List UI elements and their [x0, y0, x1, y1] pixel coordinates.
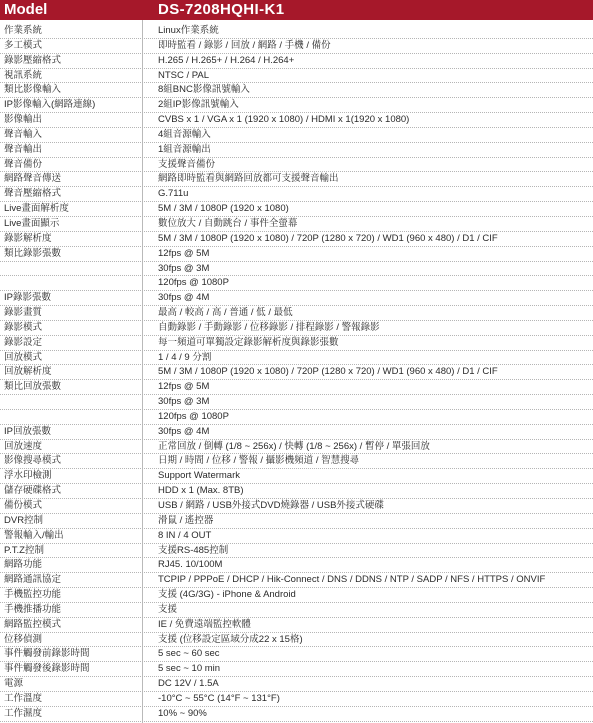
spec-value: H.265 / H.265+ / H.264 / H.264+ — [158, 54, 295, 66]
spec-value: 1 / 4 / 9 分割 — [158, 351, 212, 363]
spec-label: DVR控制 — [4, 514, 44, 526]
spec-label: 手機監控功能 — [4, 589, 62, 601]
spec-row — [0, 69, 593, 84]
spec-value: 8組BNC影像訊號輸入 — [158, 84, 250, 96]
spec-value: CVBS x 1 / VGA x 1 (1920 x 1080) / HDMI x 1(1920 x 1080) — [158, 114, 410, 126]
spec-value: 5M / 3M / 1080P (1920 x 1080) / 720P (1280 x 720) / WD1 (960 x 480) / D1 / CIF — [158, 232, 498, 244]
spec-label: 錄影解析度 — [4, 232, 52, 244]
spec-label: 電源 — [4, 678, 24, 690]
spec-row — [0, 380, 593, 395]
spec-value: G.711u — [158, 188, 189, 200]
spec-value: 8 IN / 4 OUT — [158, 529, 212, 541]
spec-label: 儲存硬碟格式 — [4, 485, 62, 497]
spec-row — [0, 618, 593, 633]
spec-label: Live畫面顯示 — [4, 217, 60, 229]
spec-label: 浮水印檢測 — [4, 470, 52, 482]
spec-row — [0, 573, 593, 588]
spec-value: 5 sec ~ 10 min — [158, 663, 221, 675]
spec-label: 回放速度 — [4, 440, 43, 452]
spec-label: 錄影壓縮格式 — [4, 54, 62, 66]
spec-label: 影像輸出 — [4, 114, 43, 126]
spec-row — [0, 247, 593, 262]
spec-row — [0, 440, 593, 455]
spec-row — [0, 410, 593, 425]
spec-label: 手機推播功能 — [4, 603, 62, 615]
spec-row — [0, 143, 593, 158]
spec-value: 支援聲音備份 — [158, 158, 216, 170]
spec-row — [0, 662, 593, 677]
spec-value: 5M / 3M / 1080P (1920 x 1080) — [158, 203, 289, 215]
spec-row — [0, 321, 593, 336]
spec-value: 2組IP影像訊號輸入 — [158, 99, 239, 111]
spec-row — [0, 544, 593, 559]
spec-value: 120fps @ 1080P — [158, 277, 229, 289]
spec-label: Live畫面解析度 — [4, 203, 69, 215]
spec-value: 網路即時監看與網路回放都可支援聲音輸出 — [158, 173, 339, 185]
spec-label: 回放模式 — [4, 351, 43, 363]
spec-value: 12fps @ 5M — [158, 247, 210, 259]
spec-value: 5 sec ~ 60 sec — [158, 648, 220, 660]
spec-row — [0, 232, 593, 247]
spec-row — [0, 187, 593, 202]
spec-label: 作業系統 — [4, 25, 43, 36]
spec-row — [0, 514, 593, 529]
spec-label: 網路通訊協定 — [4, 574, 62, 586]
spec-row — [0, 291, 593, 306]
spec-value: 30fps @ 4M — [158, 292, 210, 304]
spec-label: 類比回放張數 — [4, 381, 62, 393]
spec-label: 警報輸入/輸出 — [4, 529, 64, 541]
spec-header — [0, 0, 593, 20]
spec-value: 120fps @ 1080P — [158, 410, 229, 422]
spec-row — [0, 633, 593, 648]
spec-label: 工作濕度 — [4, 707, 43, 719]
spec-label: P.T.Z控制 — [4, 544, 44, 556]
spec-row — [0, 469, 593, 484]
spec-row — [0, 276, 593, 291]
spec-label: 回放解析度 — [4, 366, 52, 378]
spec-value: 正常回放 / 倒轉 (1/8 ~ 256x) / 快轉 (1/8 ~ 256x) / 暫停 / 單張回放 — [158, 440, 430, 452]
spec-value: 支援 (位移設定區域分成22 x 15格) — [158, 633, 303, 645]
spec-row — [0, 54, 593, 69]
spec-row — [0, 351, 593, 366]
spec-value: Support Watermark — [158, 470, 241, 482]
spec-label: 錄影設定 — [4, 336, 43, 348]
spec-label: IP回放張數 — [4, 425, 51, 437]
spec-value: 5M / 3M / 1080P (1920 x 1080) / 720P (1280 x 720) / WD1 (960 x 480) / D1 / CIF — [158, 366, 498, 378]
spec-value: HDD x 1 (Max. 8TB) — [158, 485, 244, 497]
spec-label: 備份模式 — [4, 500, 43, 511]
spec-value: 支援 — [158, 603, 178, 615]
spec-row — [0, 217, 593, 232]
spec-row — [0, 262, 593, 277]
model-label: Model — [4, 1, 48, 18]
spec-label: IP錄影張數 — [4, 292, 51, 304]
spec-value: 最高 / 較高 / 高 / 普通 / 低 / 最低 — [158, 307, 293, 319]
spec-value: Linux作業系統 — [158, 25, 219, 36]
spec-row — [0, 24, 593, 39]
spec-value: 30fps @ 3M — [158, 396, 210, 408]
spec-value: TCPIP / PPPoE / DHCP / Hik-Connect / DNS / DDNS / NTP / SADP / NFS / HTTPS / ONVIF — [158, 574, 546, 586]
spec-row — [0, 588, 593, 603]
spec-row — [0, 336, 593, 351]
spec-label: 網路功能 — [4, 559, 43, 571]
spec-label: 類比錄影張數 — [4, 247, 62, 259]
spec-table — [0, 24, 593, 722]
spec-row — [0, 603, 593, 618]
spec-row — [0, 484, 593, 499]
spec-label: 位移偵測 — [4, 633, 43, 645]
spec-label: 聲音壓縮格式 — [4, 188, 62, 200]
spec-row — [0, 113, 593, 128]
spec-label: 事件觸發後錄影時間 — [4, 663, 90, 675]
spec-label: 網路監控模式 — [4, 618, 62, 630]
spec-value: 30fps @ 4M — [158, 425, 210, 437]
spec-value: 10% ~ 90% — [158, 707, 207, 719]
spec-row — [0, 454, 593, 469]
spec-row — [0, 395, 593, 410]
spec-row — [0, 707, 593, 722]
spec-value: 4組音源輸入 — [158, 128, 211, 140]
spec-value: RJ45. 10/100M — [158, 559, 223, 571]
spec-value: 支援 (4G/3G) - iPhone & Android — [158, 589, 296, 601]
model-number: DS-7208HQHI-K1 — [158, 1, 285, 18]
spec-label: 錄影畫質 — [4, 307, 43, 319]
spec-row — [0, 677, 593, 692]
spec-label: 網路聲音傳送 — [4, 173, 62, 185]
spec-value: NTSC / PAL — [158, 69, 210, 81]
spec-label: 工作溫度 — [4, 692, 43, 704]
spec-value: 日期 / 時間 / 位移 / 警報 / 攝影機頻道 / 智慧搜尋 — [158, 455, 360, 467]
spec-row — [0, 128, 593, 143]
spec-row — [0, 158, 593, 173]
spec-value: 滑鼠 / 遙控器 — [158, 514, 214, 526]
spec-label: 聲音輸出 — [4, 143, 43, 155]
spec-row — [0, 365, 593, 380]
spec-label: 聲音備份 — [4, 158, 43, 170]
spec-row — [0, 499, 593, 514]
spec-value: 1組音源輸出 — [158, 143, 211, 155]
spec-value: 12fps @ 5M — [158, 381, 210, 393]
spec-row — [0, 172, 593, 187]
spec-row — [0, 202, 593, 217]
spec-row — [0, 558, 593, 573]
spec-value: 即時監看 / 錄影 / 回放 / 網路 / 手機 / 備份 — [158, 39, 331, 51]
spec-row — [0, 647, 593, 662]
spec-label: IP影像輸入(網路連線) — [4, 99, 96, 111]
spec-value: DC 12V / 1.5A — [158, 678, 219, 690]
spec-value: 支援RS-485控制 — [158, 544, 229, 556]
spec-value: 數位放大 / 自動跳台 / 事件全螢幕 — [158, 217, 298, 229]
spec-label: 影像搜尋模式 — [4, 455, 62, 467]
spec-label: 錄影模式 — [4, 321, 43, 333]
spec-value: IE / 免費遠端監控軟體 — [158, 618, 251, 630]
spec-label: 類比影像輸入 — [4, 84, 62, 96]
spec-row — [0, 425, 593, 440]
spec-value: 每一頻道可單獨設定錄影解析度與錄影張數 — [158, 336, 339, 348]
spec-row — [0, 306, 593, 321]
spec-row — [0, 529, 593, 544]
spec-row — [0, 83, 593, 98]
spec-row — [0, 692, 593, 707]
spec-label: 視訊系統 — [4, 69, 43, 81]
spec-row — [0, 39, 593, 54]
spec-label: 事件觸發前錄影時間 — [4, 648, 90, 660]
spec-label: 聲音輸入 — [4, 128, 43, 140]
spec-label: 多工模式 — [4, 39, 43, 51]
spec-row — [0, 98, 593, 113]
spec-value: 自動錄影 / 手動錄影 / 位移錄影 / 排程錄影 / 警報錄影 — [158, 321, 380, 333]
spec-value: 30fps @ 3M — [158, 262, 210, 274]
spec-value: USB / 網路 / USB外接式DVD燒錄器 / USB外接式硬碟 — [158, 500, 384, 511]
spec-value: -10°C ~ 55°C (14°F ~ 131°F) — [158, 692, 280, 704]
